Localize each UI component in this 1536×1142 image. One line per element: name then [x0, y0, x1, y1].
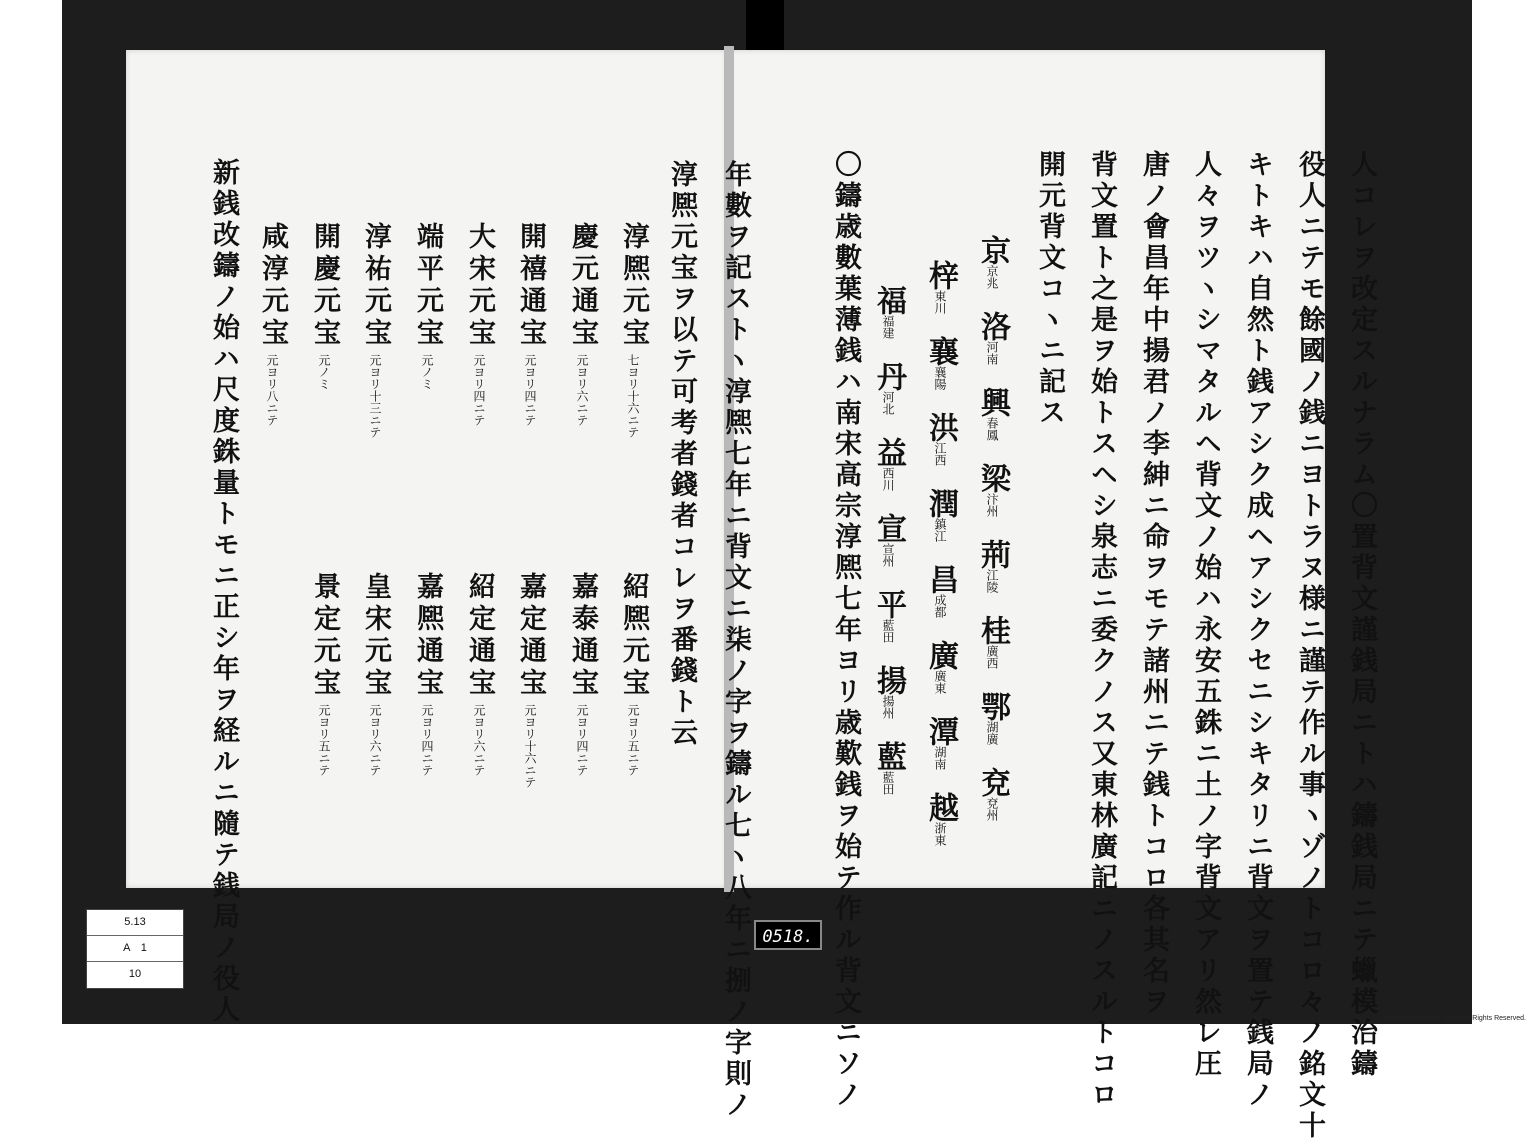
mint-mark-char: 揚: [871, 665, 906, 695]
mint-mark: [918, 640, 962, 694]
page-number-tag: 0518.: [754, 920, 822, 950]
mint-mark: [866, 361, 910, 415]
mint-mark: [970, 767, 1014, 821]
mint-mark-char: 益: [871, 437, 906, 467]
mint-mark-char: 昌: [923, 564, 958, 594]
right-text-line: 背文置ト之是ヲ始トスヘシ泉志ニ委クノス又東林廣記ニノスルトコロ: [1086, 150, 1117, 1111]
mint-mark-note: 湖廣: [985, 721, 999, 745]
mint-mark-char: 興: [975, 387, 1010, 417]
mint-mark-char: 兗: [975, 767, 1010, 797]
mint-mark: [866, 513, 910, 567]
coin-entry: [408, 572, 447, 776]
coin-entry: [356, 572, 395, 776]
coin-years-note: 元ヨリ八ニテ: [265, 354, 279, 426]
coin-name: 開慶元宝: [309, 222, 340, 350]
mint-mark: [918, 336, 962, 390]
coin-entry: [614, 572, 653, 776]
mint-mark-note: 兗州: [985, 797, 999, 821]
coin-years-note: 元ヨリ四ニテ: [472, 354, 486, 426]
mint-mark-note: 河北: [881, 391, 895, 415]
mint-mark: [918, 260, 962, 314]
coin-entry: [305, 222, 344, 390]
mint-mark: [866, 589, 910, 643]
coin-entry: [563, 572, 602, 776]
mint-mark-char: 廣: [923, 640, 958, 670]
mint-mark-note: 襄陽: [933, 366, 947, 390]
binding-strip: [746, 0, 784, 50]
coin-years-note: 元ヨリ十三ニテ: [368, 354, 382, 438]
coin-name: 紹定通宝: [464, 572, 495, 700]
mint-mark-char: 丹: [871, 361, 906, 391]
coin-entry: [460, 222, 499, 426]
mint-mark-char: 梁: [975, 463, 1010, 493]
mint-mark-char: 洪: [923, 412, 958, 442]
mint-mark-note: 廣東: [933, 670, 947, 694]
coin-years-note: 元ヨリ四ニテ: [420, 704, 434, 776]
mint-mark-note: 西川: [881, 467, 895, 491]
left-page-last-line: 新銭改鑄ノ始ハ尺度銖量トモニ正シ年ヲ経ルニ隨テ銭局ノ役人: [208, 158, 239, 1026]
coin-name: 大宋元宝: [464, 222, 495, 350]
coin-name: 慶元通宝: [567, 222, 598, 350]
mint-mark: [918, 716, 962, 770]
mint-mark-note: 春鳳: [985, 417, 999, 441]
coin-entry: [614, 222, 653, 438]
mint-mark-note: 東川: [933, 290, 947, 314]
coin-years-note: 七ヨリ十六ニテ: [626, 354, 640, 438]
coin-years-note: 元ヨリ六ニテ: [368, 704, 382, 776]
coin-years-note: 元ノミ: [317, 354, 331, 390]
mint-mark-note: 福建: [881, 315, 895, 339]
coin-entry: [563, 222, 602, 426]
mint-mark-note: 河南: [985, 341, 999, 365]
mint-mark: [970, 615, 1014, 669]
mint-mark: [918, 792, 962, 846]
coin-name: 淳熈元宝: [618, 222, 649, 350]
mint-mark: [970, 235, 1014, 289]
mint-mark-note: 京兆: [985, 265, 999, 289]
mint-mark-note: 藍田: [881, 771, 895, 795]
mint-mark-char: 宣: [871, 513, 906, 543]
coin-entry: [253, 222, 292, 426]
mint-mark: [866, 741, 910, 795]
mint-mark-note: 湖南: [933, 746, 947, 770]
coin-name: 嘉熈通宝: [412, 572, 443, 700]
coin-entry: [305, 572, 344, 776]
mint-mark-note: 宣州: [881, 543, 895, 567]
mint-mark-char: 襄: [923, 336, 958, 366]
coin-name: 紹熈元宝: [618, 572, 649, 700]
coin-name: 景定元宝: [309, 572, 340, 700]
coin-name: 開禧通宝: [515, 222, 546, 350]
mint-mark-note: 成都: [933, 594, 947, 618]
mint-mark-char: 福: [871, 285, 906, 315]
coin-years-note: 元ヨリ五ニテ: [626, 704, 640, 776]
mint-mark-char: 越: [923, 792, 958, 822]
mint-mark: [970, 539, 1014, 593]
mint-mark: [970, 387, 1014, 441]
coin-entry: [511, 222, 550, 426]
mint-mark-note: 揚州: [881, 695, 895, 719]
mint-mark: [866, 285, 910, 339]
mint-mark: [866, 437, 910, 491]
coin-name: 端平元宝: [412, 222, 443, 350]
right-text-line: 唐ノ會昌年中揚君ノ李紳ニ命ヲモテ諸州ニテ銭トコロ各其名ヲ: [1138, 150, 1169, 1018]
coin-years-note: 元ヨリ四ニテ: [575, 704, 589, 776]
coin-years-note: 元ヨリ五ニテ: [317, 704, 331, 776]
coin-years-note: 元ヨリ六ニテ: [472, 704, 486, 776]
coin-name: 淳祐元宝: [360, 222, 391, 350]
coin-years-note: 元ヨリ六ニテ: [575, 354, 589, 426]
mint-mark: [970, 311, 1014, 365]
right-text-line: 人コレヲ改定スルナラム〇置背文謹銭局ニトハ鑄銭局ニテ蠟模治鑄: [1346, 150, 1377, 1080]
mint-mark-char: 平: [871, 589, 906, 619]
coin-entry: [408, 222, 447, 390]
mint-mark: [918, 488, 962, 542]
right-page-last-line: 〇鑄歳數葉薄銭ハ南宋高宗淳熈七年ヨリ歳歎銭ヲ始テ作ル背文ニソノ: [830, 150, 861, 1111]
mint-mark-note: 江陵: [985, 569, 999, 593]
left-intro-line: 淳熈元宝ヲ以テ可考者錢者コレヲ番錢ト云: [666, 160, 697, 749]
coin-entry: [511, 572, 550, 788]
archive-label-card: [86, 909, 184, 989]
mint-mark-note: 藍田: [881, 619, 895, 643]
mint-mark-note: 廣西: [985, 645, 999, 669]
label-row-2: A 1: [87, 936, 183, 962]
coin-years-note: 元ヨリ十六ニテ: [523, 704, 537, 788]
right-text-line: キトキハ自然ト銭アシク成ヘアシクセニシキタリニ背文ヲ置テ銭局ノ: [1242, 150, 1273, 1111]
coin-entry: [460, 572, 499, 776]
right-text-line: 人々ヲツヽシマタルヘ背文ノ始ハ永安五銖ニ土ノ字背文アリ然レ圧: [1190, 150, 1221, 1080]
mint-mark-char: 京: [975, 235, 1010, 265]
right-text-line: 役人ニテモ餘國ノ銭ニヨトラヌ様ニ謹テ作ル事ヽゾノトコロ々ノ銘文十: [1294, 150, 1325, 1142]
coin-entry: [356, 222, 395, 438]
mint-mark-char: 潭: [923, 716, 958, 746]
mint-mark-char: 桂: [975, 615, 1010, 645]
mint-mark-char: 梓: [923, 260, 958, 290]
mint-mark: [970, 463, 1014, 517]
left-intro-line: 年數ヲ記ストヽ淳熈七年ニ背文ニ柒ノ字ヲ鑄ル七ヽ八年ニ捌ノ字則ノ: [720, 160, 751, 1121]
mint-mark: [918, 412, 962, 466]
mint-mark-note: 汴州: [985, 493, 999, 517]
coin-name: 嘉泰通宝: [567, 572, 598, 700]
right-page: [730, 50, 1325, 888]
mint-mark-char: 荊: [975, 539, 1010, 569]
coin-name: 嘉定通宝: [515, 572, 546, 700]
mint-mark-char: 鄂: [975, 691, 1010, 721]
label-row-3: 10: [128, 968, 142, 980]
coin-name: 皇宋元宝: [360, 572, 391, 700]
coin-name: 咸淳元宝: [257, 222, 288, 350]
coin-years-note: 元ノミ: [420, 354, 434, 390]
right-text-line: 開元背文コヽニ記ス: [1034, 150, 1065, 429]
coin-years-note: 元ヨリ四ニテ: [523, 354, 537, 426]
label-row-1: 5.13: [87, 910, 183, 936]
mint-mark-note: 鎮江: [933, 518, 947, 542]
mint-mark-note: 浙東: [933, 822, 947, 846]
mint-mark-char: 藍: [871, 741, 906, 771]
mint-mark: [970, 691, 1014, 745]
copyright-notice: Copyright Bank of Japan All Rights Reserved.: [1384, 1015, 1526, 1022]
mint-mark-char: 潤: [923, 488, 958, 518]
mint-mark: [918, 564, 962, 618]
mint-mark-char: 洛: [975, 311, 1010, 341]
mint-mark-note: 江西: [933, 442, 947, 466]
mint-mark: [866, 665, 910, 719]
